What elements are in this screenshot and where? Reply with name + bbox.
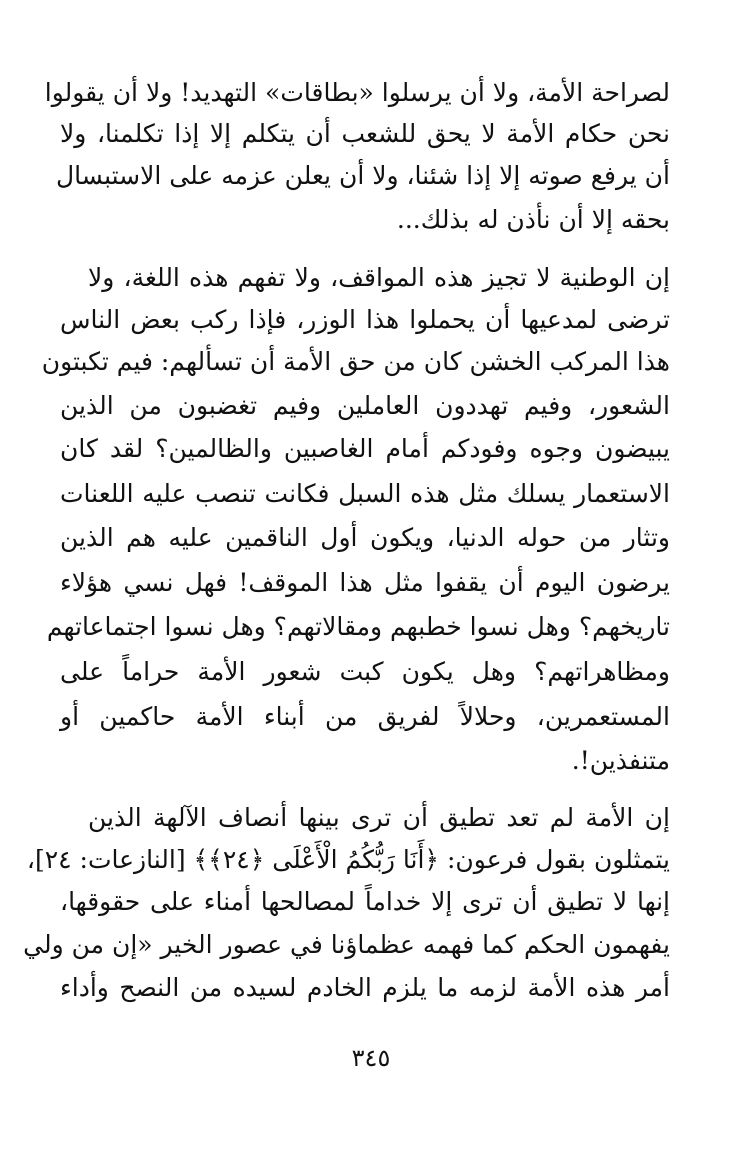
text-line: بحقه إلا أن نأذن له بذلك...: [396, 205, 670, 234]
page-number: ٣٤٥: [351, 1044, 391, 1072]
text-line: إن الوطنية لا تجيز هذه المواقف، ولا تفهم هذه اللغة، ولا: [88, 263, 670, 292]
text-line: ترضى لمدعيها أن يحملوا هذا الوزر، فإذا ركب بعض الناس: [60, 305, 670, 334]
text-line: يرضون اليوم أن يقفوا مثل هذا الموقف! فهل نسي هؤلاء: [60, 568, 670, 597]
text-line: المستعمرين، وحلالاً لفريق من أبناء الأمة حاكمين أو: [60, 702, 670, 731]
text-line: لصراحة الأمة، ولا أن يرسلوا «بطاقات» التهديد! ولا أن يقولوا: [44, 78, 670, 107]
text-line: تاريخهم؟ وهل نسوا خطبهم ومقالاتهم؟ وهل نسوا اجتماعاتهم: [46, 612, 670, 641]
text-line: متنفذين!.: [571, 746, 670, 775]
text-line: وتثار من حوله الدنيا، ويكون أول الناقمين عليه هم الذين: [60, 523, 670, 552]
text-line: يفهمون الحكم كما فهمه عظماؤنا في عصور الخير «إن من ولي: [23, 930, 670, 959]
text-line: هذا المركب الخشن كان من حق الأمة أن تسألهم: فيم تكبتون: [41, 347, 670, 376]
text-line: أمر هذه الأمة لزمه ما يلزم الخادم لسيده من النصح وأداء: [60, 973, 670, 1002]
text-line: الاستعمار يسلك مثل هذه السبل فكانت تنصب عليه اللعنات: [60, 479, 670, 508]
text-line: يبيضون وجوه وفودكم أمام الغاصبين والظالمين؟ لقد كان: [60, 434, 670, 463]
text-line: نحن حكام الأمة لا يحق للشعب أن يتكلم إلا إذا تكلمنا، ولا: [60, 119, 670, 148]
text-line: إن الأمة لم تعد تطيق أن ترى بينها أنصاف الآلهة الذين: [88, 803, 670, 832]
text-line: إنها لا تطيق أن ترى إلا خداماً لمصالحها أمناء على حقوقها،: [60, 887, 670, 916]
text-line: ومظاهراتهم؟ وهل يكون كبت شعور الأمة حراماً على: [60, 657, 670, 686]
text-line: أن يرفع صوته إلا إذا شئنا، ولا أن يعلن عزمه على الاستبسال: [55, 161, 670, 190]
text-line: الشعور، وفيم تهددون العاملين وفيم تغضبون من الذين: [60, 391, 670, 420]
text-line: يتمثلون بقول فرعون: ﴿أَنَا رَبُّكُمُ الْأَعْلَى ﴿٢٤﴾﴾ [النازعات: ٢٤]،: [26, 845, 670, 874]
